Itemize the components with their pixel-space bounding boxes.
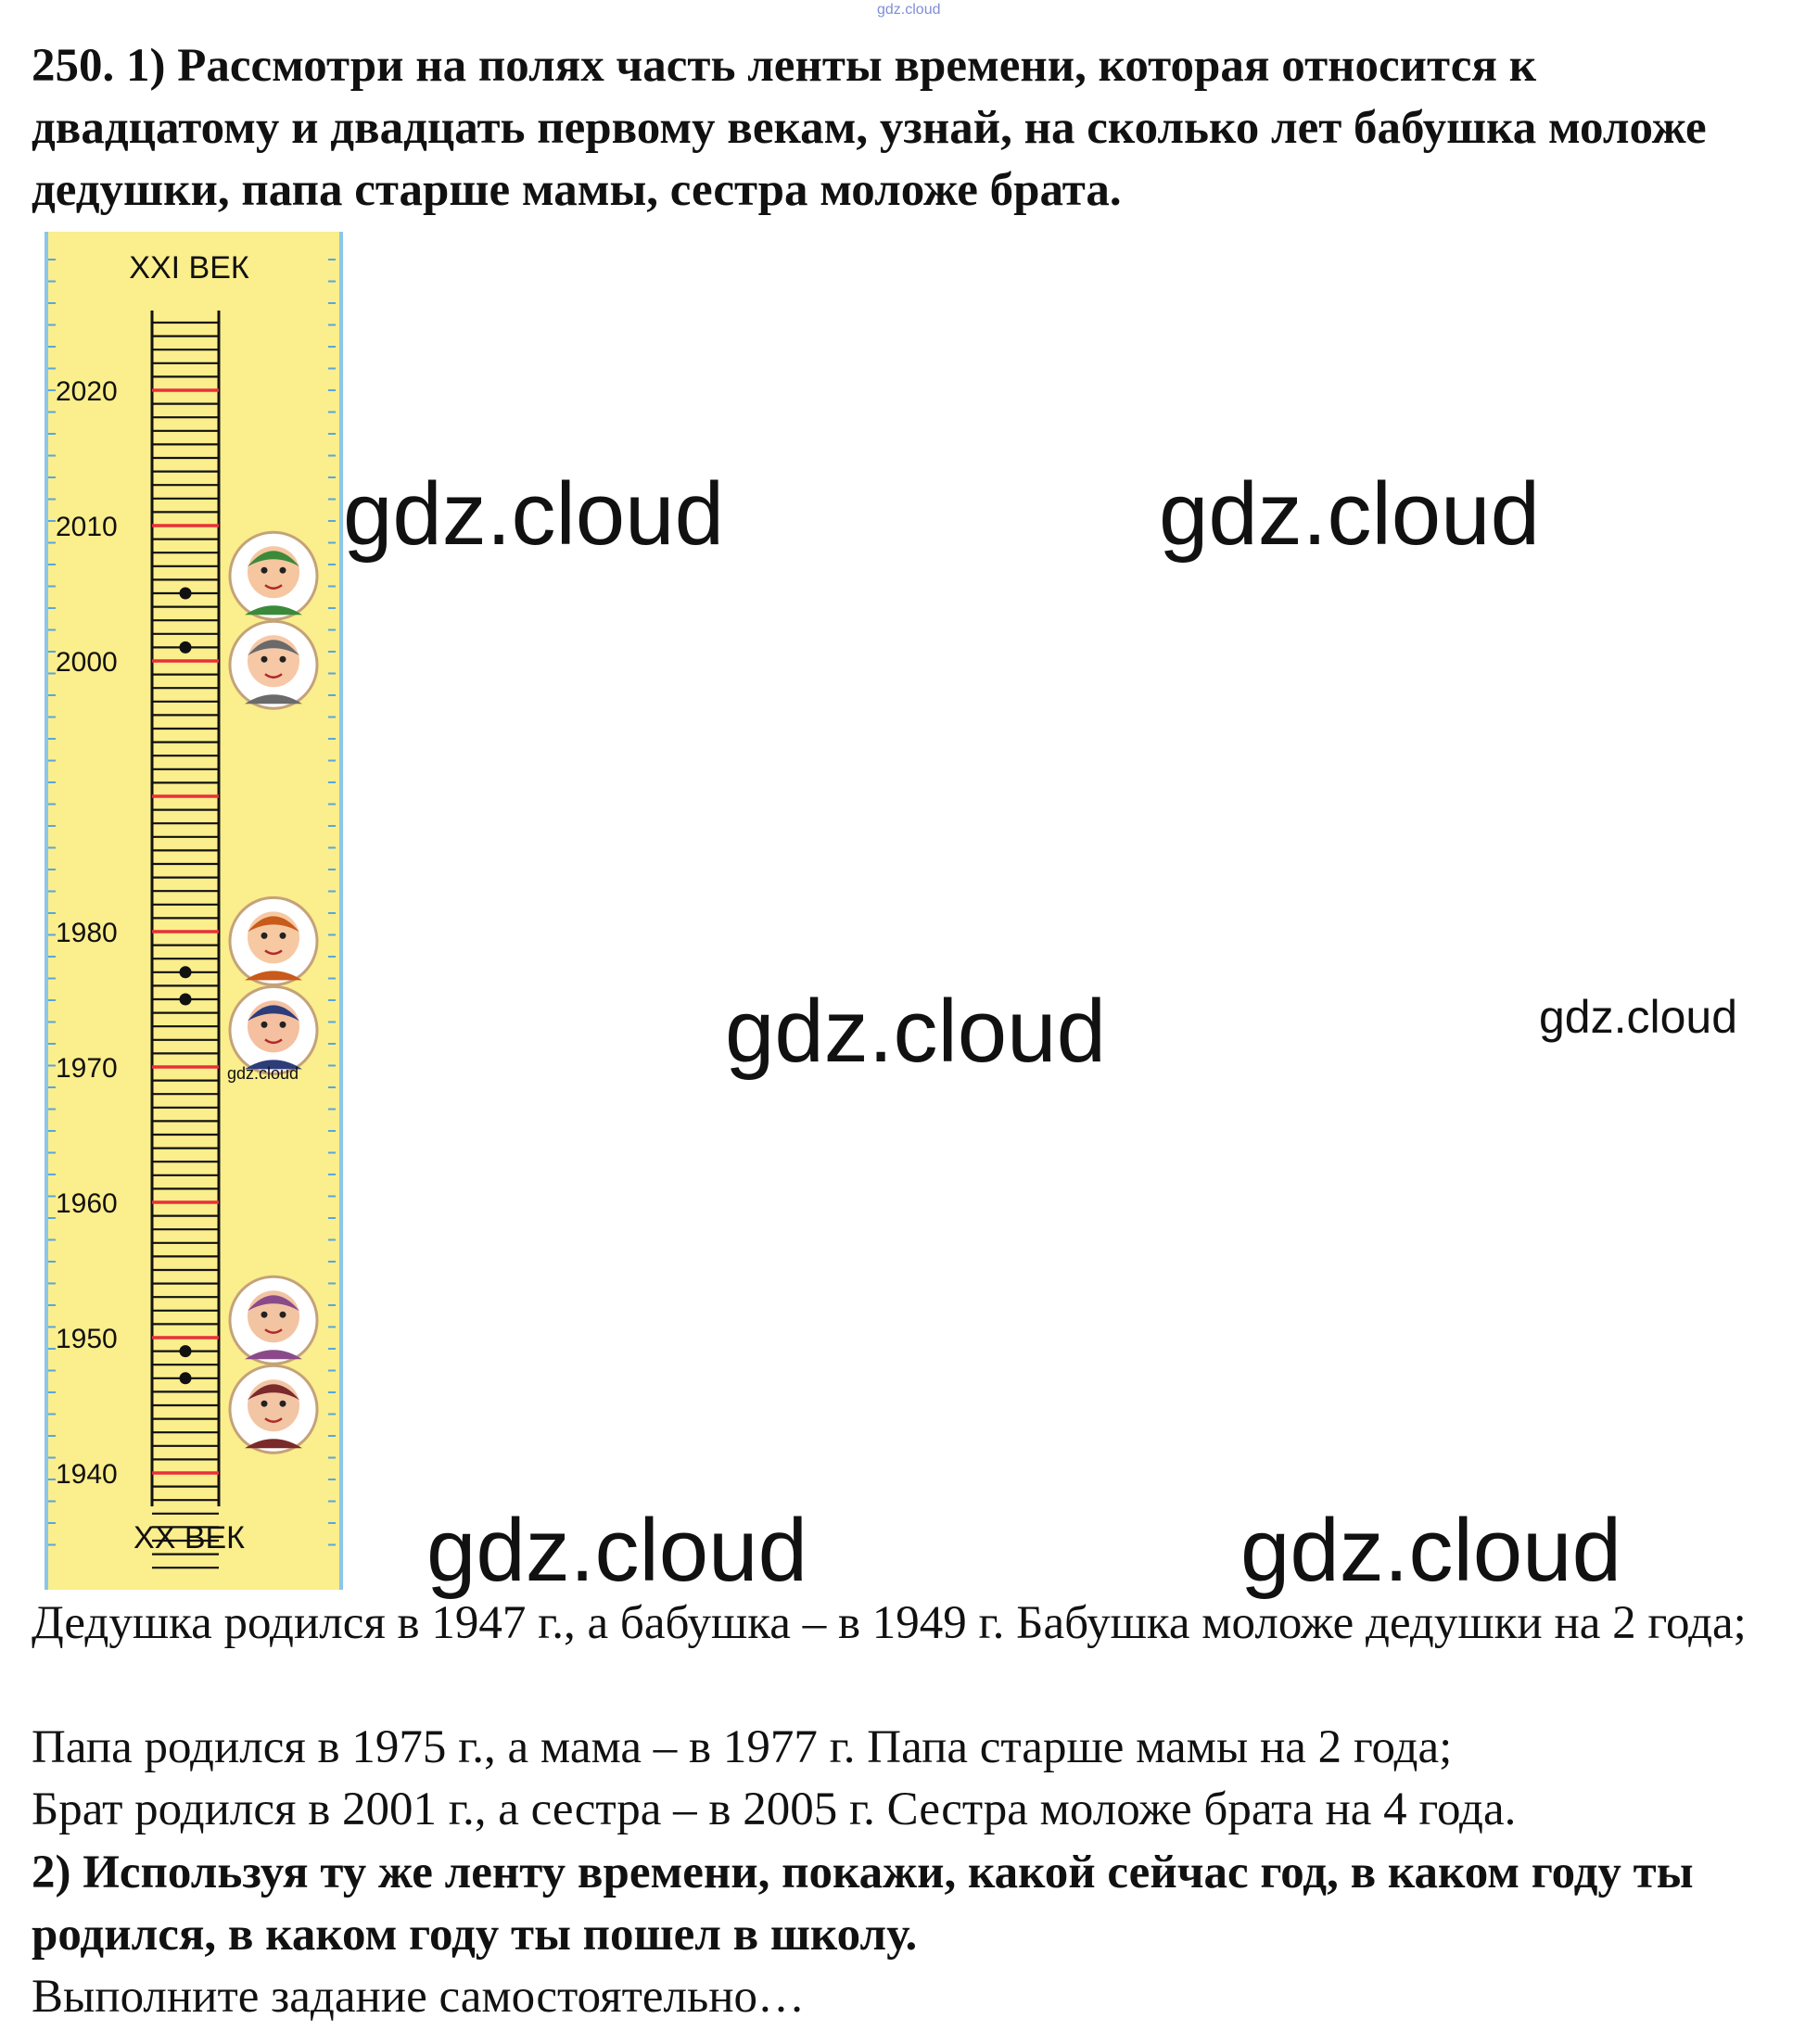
year-label: 1980 bbox=[56, 918, 118, 948]
answer-siblings: Брат родился в 2001 г., а сестра – в 2005 г. Сестра моложе брата на 4 года. bbox=[32, 1784, 1517, 1835]
birth-year-dot bbox=[180, 641, 192, 654]
birth-year-dot bbox=[180, 1372, 192, 1384]
birth-year-dot bbox=[180, 994, 192, 1006]
mom-icon bbox=[230, 897, 317, 984]
timeline-graphic bbox=[48, 232, 339, 1590]
birth-year-dot bbox=[180, 966, 192, 978]
year-label: 2020 bbox=[56, 376, 118, 407]
sister-icon bbox=[230, 532, 317, 619]
watermark: gdz.cloud bbox=[725, 982, 1106, 1081]
timeline-top-label: XXI ВЕК bbox=[129, 250, 249, 286]
task-title: 250. 1) Рассмотри на полях часть ленты времени, которая относится к двадцатому и двадцать первому векам, узнай, на сколько лет бабушка моложе дедушки, папа старше мамы, сестра моложе брата. bbox=[32, 40, 1707, 216]
grandma-icon bbox=[230, 1276, 317, 1364]
watermark: gdz.cloud bbox=[426, 1501, 807, 1600]
birth-year-dot bbox=[180, 588, 192, 600]
birth-year-dot bbox=[180, 1345, 192, 1357]
year-label: 2000 bbox=[56, 647, 118, 678]
watermark: gdz.cloud bbox=[1539, 991, 1738, 1043]
brother-icon bbox=[230, 621, 317, 708]
watermark: gdz.cloud bbox=[343, 464, 724, 564]
year-label: 1970 bbox=[56, 1053, 118, 1084]
header-watermark: gdz.cloud bbox=[877, 2, 941, 18]
dad-icon bbox=[230, 986, 317, 1073]
timeline-strip bbox=[44, 232, 343, 1590]
watermark: gdz.cloud bbox=[227, 1064, 299, 1083]
watermark: gdz.cloud bbox=[1159, 464, 1540, 564]
grandpa-icon bbox=[230, 1365, 317, 1453]
answer-grandparents: Дедушка родился в 1947 г., а бабушка – в 1949 г. Бабушка моложе дедушки на 2 года; bbox=[32, 1597, 1747, 1649]
year-label: 2010 bbox=[56, 512, 118, 542]
year-label: 1950 bbox=[56, 1324, 118, 1354]
answer-parents: Папа родился в 1975 г., а мама – в 1977 г. Папа старше мамы на 2 года; bbox=[32, 1721, 1453, 1773]
final-note: Выполните задание самостоятельно… bbox=[32, 1971, 806, 2023]
year-label: 1960 bbox=[56, 1188, 118, 1219]
watermark: gdz.cloud bbox=[1240, 1501, 1621, 1600]
timeline-bottom-label: XX ВЕК bbox=[133, 1520, 245, 1555]
task-2: 2) Используя ту же ленту времени, покажи, какой сейчас год, в каком году ты родился, в каком году ты пошел в школу. bbox=[32, 1847, 1694, 1961]
year-label: 1940 bbox=[56, 1459, 118, 1490]
